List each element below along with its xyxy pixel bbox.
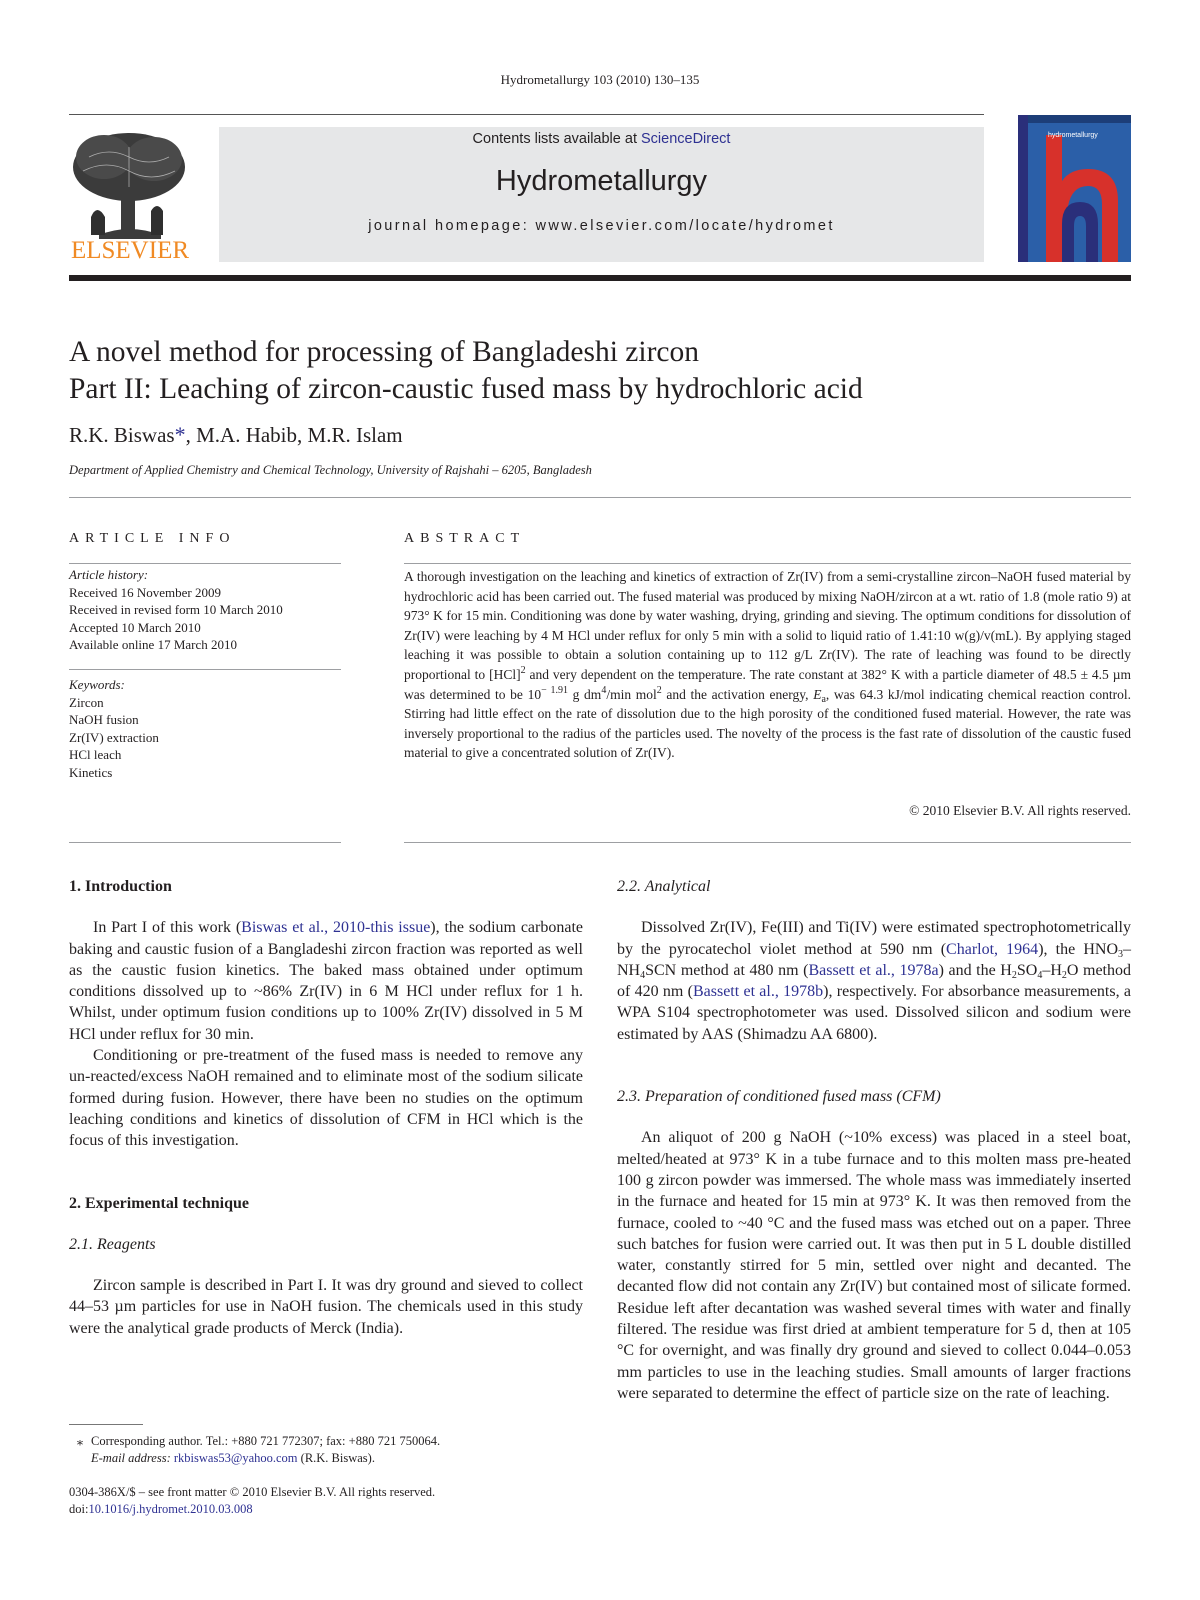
abstract-heading: ABSTRACT	[404, 531, 526, 546]
info-rule-top	[69, 563, 341, 564]
header-divider	[69, 497, 1131, 498]
keyword-item: Zircon	[69, 694, 104, 710]
history-label: Article history:	[69, 567, 149, 582]
citation-bassett-1978b[interactable]: Bassett et al., 1978b	[692, 983, 824, 1001]
section-2-heading: 2. Experimental technique	[69, 1194, 249, 1212]
sciencedirect-link[interactable]: ScienceDirect	[641, 131, 731, 147]
affiliation: Department of Applied Chemistry and Chemical Technology, University of Rajshahi – 6205, Bangladesh	[69, 463, 592, 477]
citation-charlot-1964[interactable]: Charlot, 1964	[946, 940, 1039, 958]
title-line-1: A novel method for processing of Bangladeshi zircon	[69, 336, 700, 368]
reagents-paragraph: Zircon sample is described in Part I. It was dry ground and sieved to collect 44–53 µm particles for use in NaOH fusion. The chemicals used in this study were the analytical grade products of Merck (India).	[69, 1277, 583, 1337]
footnote	[69, 1433, 589, 1467]
top-rule	[69, 114, 984, 115]
keyword-item: Zr(IV) extraction	[69, 729, 159, 745]
analytical-paragraph: Dissolved Zr(IV), Fe(III) and Ti(IV) were estimated spectrophotometrically by the pyrocatechol violet method at 590 nm (Charlot, 1964), the $HNO_3-NH_4SCN$ method at 480 nm (Bassett et al., 1978a) and the $H_2SO_4-H_2O$ method of 420 nm (Bassett et al., 1978b), respectively. For absorbance measurements, a WPA S104 spectrophotometer was used. Dissolved silicon and sodium were estimated by AAS (Shimadzu AA 6800).	[617, 919, 1132, 1043]
body-left-column	[69, 876, 583, 1339]
section-2-2-heading: 2.2. Analytical	[617, 878, 711, 895]
journal-name: Hydrometallurgy	[495, 165, 708, 197]
contents-line	[219, 131, 984, 147]
footnote-rule	[69, 1424, 143, 1425]
running-head: Hydrometallurgy 103 (2010) 130–135	[500, 72, 700, 87]
footnote-star-icon: ⁎	[76, 1434, 84, 1448]
elsevier-logo[interactable]	[69, 127, 191, 264]
journal-masthead	[219, 127, 984, 262]
imprint	[69, 1484, 589, 1518]
issn-line: 0304-386X/$ – see front matter © 2010 Elsevier B.V. All rights reserved.	[69, 1485, 436, 1499]
history-accepted: Accepted 10 March 2010	[69, 619, 201, 635]
author-1[interactable]: R.K. Biswas	[69, 423, 175, 447]
abstract-text: A thorough investigation on the leaching and kinetics of extraction of Zr(IV) from a semi-crystalline zircon–NaOH fused material by hydrochloric acid has been carried out. The fused material was produced by mixing NaOH/zircon at a wt. ratio of 1.8 (mole ratio 9) at 973° K for 15 min. Conditioning was done by water washing, drying, grinding and sieving. The optimum conditions for dissolution of Zr(IV) were leaching by 4 M HCl under reflux for only 5 min with a solid to liquid ratio of 1.41:10 w(g)/v(mL). By applying staged leaching it was possible to obtain a solution containing up to 112 g/L Zr(IV). The rate of leaching was found to be directly proportional to [HCl]$^2$ and very dependent on the temperature. The rate constant at 382° K with a particle diameter of 48.5 ± 4.5 µm was determined to be $10^{- 1.91}$ g $dm^4/\min$ mol$^2$ and the activation energy, $E_a$, was 64.3 kJ/mol indicating chemical reaction control. Stirring had little effect on the rate of dissolution due to the high porosity of the conditioned fused material. However, the rate was inversely proportional to the radius of the particles used. The novelty of the process is the fast rate of dissolution of the caustic fused material to give a concentrated solution of Zr(IV).	[404, 569, 1132, 761]
journal-cover-icon	[1018, 115, 1131, 262]
elsevier-tree-icon	[69, 127, 191, 264]
keyword-item: Kinetics	[69, 764, 113, 780]
authors-rest: , M.A. Habib, M.R. Islam	[185, 423, 403, 447]
citation-biswas-2010[interactable]: Biswas et al., 2010-this issue	[241, 919, 431, 937]
cfm-paragraph: An aliquot of 200 g NaOH (~10% excess) was placed in a steel boat, melted/heated at 973° K in a tube furnace and to this molten mass pre-heated 100 g zircon powder was immersed. The whole mass was immediately inserted in the furnace and heated for 15 min at 973° K. It was then removed from the furnace, cooled to ~40 °C and the fused mass was etched out on a paper. Three such batches for fusion were carried out. It was then put in 5 L double distilled water, constantly stirred for 5 min, settled over night and decanted. The decanted flow did not contain any Zr(IV) but contained most of silicate formed. Residue left after decantation was washed several times with water and finally filtered. The residue was first dried at ambient temperature for 5 d, then at 105 °C for overnight, and was finally dry ground and sieved to collect 0.044–0.053 mm particles to use in the leaching studies. Small amounts of larger fractions were separated to determine the effect of particle size on the rate of leaching.	[617, 1129, 1131, 1402]
intro-paragraph-1: In Part I of this work (Biswas et al., 2010-this issue), the sodium carbonate baking and caustic fusion of a Bangladeshi zircon fraction was reported as well as the caustic fusion kinetics. The baked mass obtained under optimum conditions dissolved up to ~86% Zr(IV) in 6 M HCl under reflux for 1 h. Whilst, under optimum fusion conditions up to 100% Zr(IV) dissolved in 5 M HCl under reflux for 30 min.	[69, 919, 583, 1043]
svg-text:hydrometallurgy: hydrometallurgy	[1048, 132, 1098, 139]
journal-cover[interactable]	[1018, 115, 1131, 262]
contents-prefix: Contents lists available at	[472, 131, 641, 147]
corresponding-star-link[interactable]: *	[174, 422, 186, 447]
article-title	[69, 334, 1129, 408]
section-1-heading: 1. Introduction	[69, 878, 172, 895]
section-2-1-heading: 2.1. Reagents	[69, 1235, 156, 1253]
abstract-copyright: © 2010 Elsevier B.V. All rights reserved.	[909, 803, 1131, 818]
history-revised: Received in revised form 10 March 2010	[69, 602, 283, 617]
body-right-column	[617, 876, 1131, 1404]
section-2-3-heading: 2.3. Preparation of conditioned fused mass (CFM)	[617, 1088, 941, 1106]
abstract-rule-top	[404, 563, 1131, 564]
history-received: Received 16 November 2009	[69, 584, 221, 600]
info-rule-bottom	[69, 842, 341, 843]
article-info-heading: ARTICLE INFO	[69, 531, 236, 546]
citation-bassett-1978a[interactable]: Bassett et al., 1978a	[808, 961, 939, 979]
svg-text:ELSEVIER: ELSEVIER	[70, 237, 190, 264]
email-link[interactable]: rkbiswas53@yahoo.com	[173, 1451, 298, 1465]
doi-link[interactable]: 10.1016/j.hydromet.2010.03.008	[88, 1502, 253, 1516]
footnote-corresponding: ⁎ Corresponding author. Tel.: +880 721 772307; fax: +880 721 750064.	[69, 1433, 589, 1450]
keyword-item: NaOH fusion	[69, 712, 139, 727]
keywords-label: Keywords:	[69, 677, 125, 692]
authors	[69, 422, 403, 448]
masthead-rule	[69, 275, 1131, 281]
doi-line: doi:10.1016/j.hydromet.2010.03.008	[69, 1502, 253, 1516]
footnote-email: E-mail address: rkbiswas53@yahoo.com (R.K. Biswas).	[91, 1451, 375, 1465]
info-rule-mid	[69, 669, 341, 670]
keyword-item: HCl leach	[69, 747, 122, 762]
title-line-2: Part II: Leaching of zircon-caustic fused mass by hydrochloric acid	[69, 373, 863, 405]
article-history	[69, 566, 341, 654]
abstract-rule-bottom	[404, 842, 1131, 843]
intro-paragraph-2: Conditioning or pre-treatment of the fused mass is needed to remove any un-reacted/excess NaOH remained and to eliminate most of the sodium silicate formed during fusion. However, there have been no studies on the optimum leaching conditions and kinetics of dissolution of CFM in HCl which is the focus of this investigation.	[69, 1047, 583, 1150]
journal-homepage[interactable]: journal homepage: www.elsevier.com/locate/hydromet	[368, 218, 835, 234]
history-online: Available online 17 March 2010	[69, 637, 237, 652]
keywords	[69, 676, 341, 781]
